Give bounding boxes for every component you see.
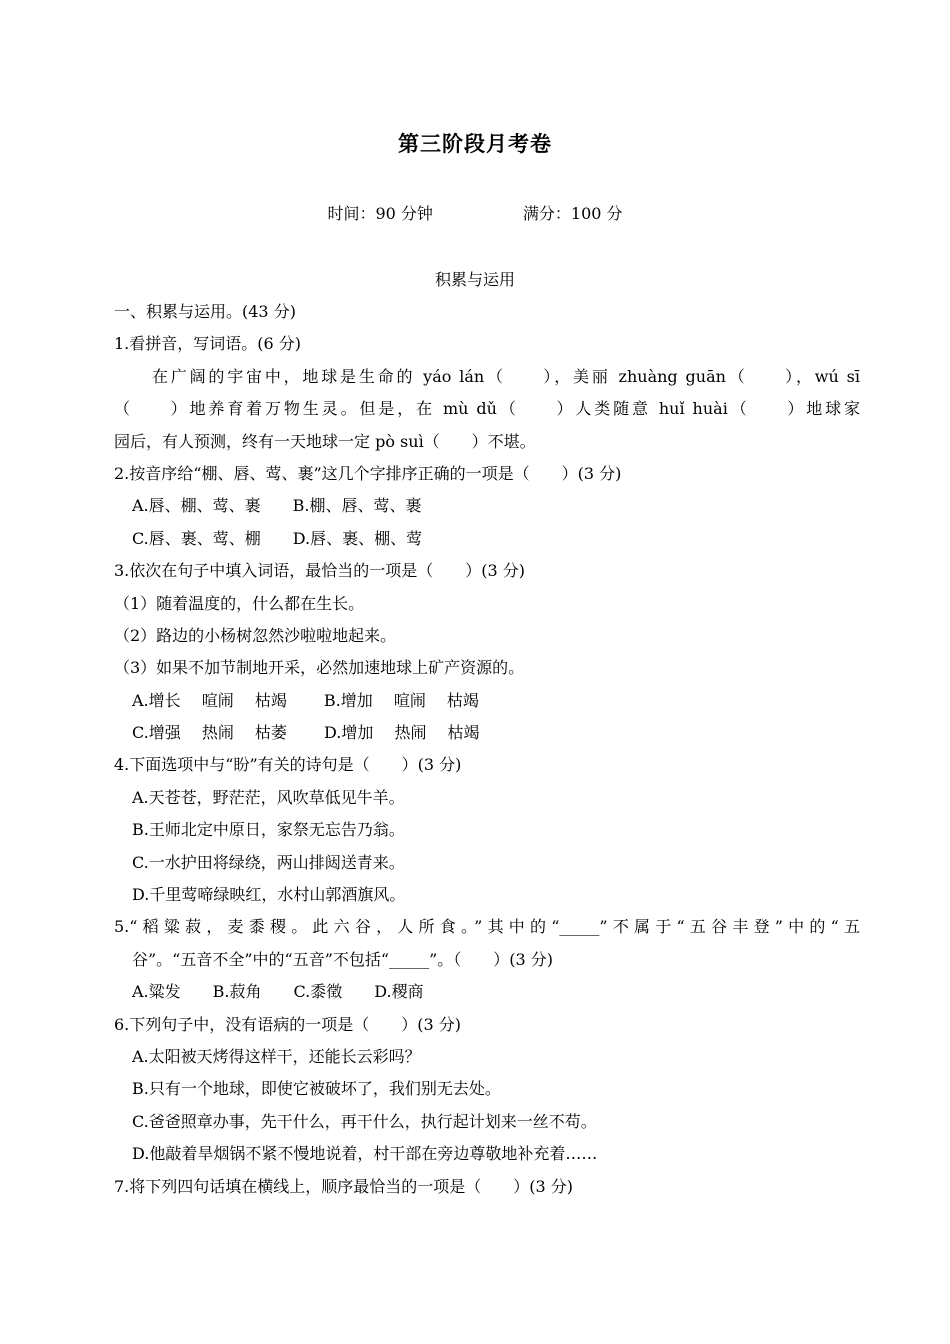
text-line: D.千里莺啼绿映红，水村山郭酒旗风。 (132, 885, 406, 905)
text-line: 园后，有人预测，终有一天地球一定 pò suì（ ）不堪。 (114, 431, 536, 451)
section-title: 积累与运用 (434, 270, 515, 289)
text-line: 7.将下列四句话填在横线上，顺序最恰当的一项是（ ）(3 分) (114, 1176, 574, 1196)
text-line: C.爸爸照章办事，先干什么，再干什么，执行起计划来一丝不苟。 (132, 1111, 597, 1131)
text-line: 谷”。“五音不全”中的“五音”不包括“_____”。（ ）(3 分) (132, 949, 554, 969)
text-line: （3）如果不加节制地开采，必然加速地球上矿产资源的。 (114, 658, 525, 678)
text-line: 2.按音序给“棚、唇、莺、裹”这几个字排序正确的一项是（ ）(3 分) (114, 463, 622, 483)
text-line: 一、积累与运用。(43 分) (114, 302, 296, 321)
text-line: C.唇、裹、莺、棚 D.唇、裹、棚、莺 (132, 528, 423, 548)
text-line: （2）路边的小杨树忽然沙啦啦地起来。 (114, 625, 397, 645)
text-line: 3.依次在句子中填入词语，最恰当的一项是（ ）(3 分) (114, 561, 526, 581)
text-line: A.太阳被天烤得这样干，还能长云彩吗？ (132, 1046, 421, 1066)
exam-meta (0, 201, 950, 224)
text-line: A.天苍苍，野茫茫，风吹草低见牛羊。 (132, 787, 405, 807)
text-line: C.一水护田将绿绕，两山排闼送青来。 (132, 852, 405, 872)
text-line: 1.看拼音，写词语。(6 分) (114, 334, 302, 354)
text-line: （ ）地养育着万物生灵。但是，在 mù dǔ（ ）人类随意 huǐ huài（ ）地球家 (114, 399, 860, 419)
text-line: B.只有一个地球，即使它被破坏了，我们别无去处。 (132, 1079, 501, 1099)
text-line: D.他敲着旱烟锅不紧不慢地说着，村干部在旁边尊敬地补充着…… (132, 1144, 598, 1164)
text-line: 6.下列句子中，没有语病的一项是（ ）(3 分) (114, 1014, 462, 1034)
text-line: B.王师北定中原日，家祭无忘告乃翁。 (132, 820, 405, 840)
page-title: 第三阶段月考卷 (398, 131, 552, 156)
text-line: （1）随着温度的，什么都在生长。 (114, 593, 365, 613)
text-line: 4.下面选项中与“盼”有关的诗句是（ ）(3 分) (114, 755, 462, 775)
text-line: A.粱发 B.菽角 C.黍徵 D.稷商 (132, 982, 424, 1002)
text-line: A.唇、棚、莺、裹 B.棚、唇、莺、裹 (132, 496, 422, 516)
text-line: 5.“稻粱菽，麦黍稷。此六谷，人所食。”其中的“_____”不属于“五谷丰登”中的“五 (114, 917, 860, 937)
text-line: 在广阔的宇宙中，地球是生命的 yáo lán（ ），美丽 zhuàng guān（ ），wú sī (152, 366, 860, 386)
score-label: 满分：100 分 (522, 204, 623, 223)
time-label: 时间：90 分钟 (327, 204, 433, 223)
question-body (114, 296, 860, 1203)
text-line: C.增强 热闹 枯萎 D.增加 热闹 枯竭 (132, 723, 480, 743)
text-line: A.增长 喧闹 枯竭 B.增加 喧闹 枯竭 (132, 690, 479, 710)
